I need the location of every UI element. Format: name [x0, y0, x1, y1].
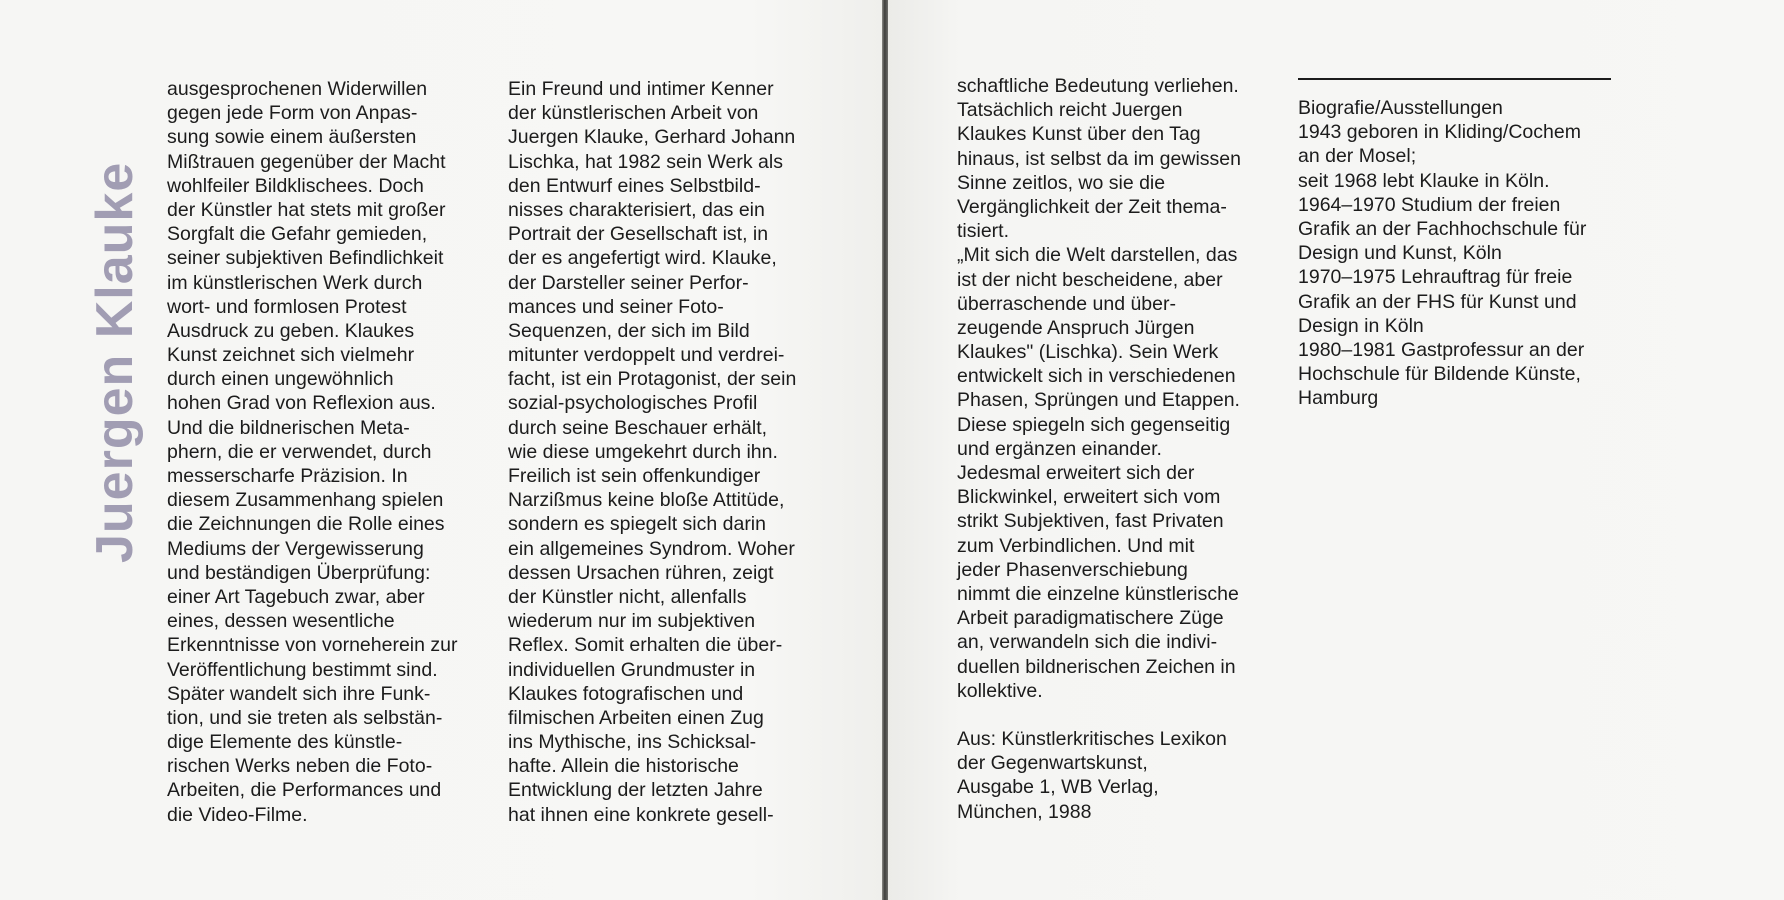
text-line: entwickelt sich in verschiedenen [957, 365, 1236, 388]
text-line: Hamburg [1298, 387, 1379, 410]
text-line: Jedesmal erweitert sich der [957, 462, 1195, 484]
text-line: nimmt die einzelne künstlerische [957, 582, 1239, 605]
text-line: Biografie/Ausstellungen [1298, 97, 1503, 119]
text-line: schaftliche Bedeutung verliehen. [957, 75, 1239, 97]
paragraph-gap [957, 703, 1241, 727]
text-line: Arbeit paradigmatischere Züge [957, 607, 1224, 630]
text-line: mitunter verdoppelt und verdrei- [508, 344, 785, 367]
text-line: Vergänglichkeit der Zeit thema- [957, 195, 1227, 218]
text-line: sozial-psychologisches Profil [508, 392, 758, 415]
text-line: der Künstler hat stets mit großer [167, 198, 446, 221]
text-line: Mißtrauen gegenüber der Macht [167, 150, 446, 173]
text-line: zum Verbindlichen. Und mit [957, 534, 1195, 557]
text-line: jeder Phasenverschiebung [957, 558, 1188, 581]
text-line: Klaukes" (Lischka). Sein Werk [957, 341, 1219, 364]
text-line: zeugende Anspruch Jürgen [957, 316, 1195, 339]
text-line: rischen Werks neben die Foto- [167, 755, 433, 778]
text-line: den Entwurf eines Selbstbild- [508, 174, 761, 197]
text-line: und ergänzen einander. [957, 437, 1162, 460]
text-line: München, 1988 [957, 800, 1092, 823]
text-line: eines, dessen wesentliche [167, 610, 395, 633]
text-line: tisiert. [957, 220, 1010, 243]
text-line: Und die bildnerischen Meta- [167, 416, 410, 439]
text-line: Design und Kunst, Köln [1298, 242, 1502, 265]
text-line: Mediums der Vergewisserung [167, 537, 424, 560]
text-line: durch einen ungewöhnlich [167, 368, 394, 391]
text-line: Veröffentlichung bestimmt sind. [167, 658, 438, 681]
text-line: strikt Subjektiven, fast Privaten [957, 510, 1224, 533]
text-line: ist der nicht bescheidene, aber [957, 268, 1223, 291]
text-line: der Gegenwartskunst, [957, 752, 1148, 775]
text-line: mances und seiner Foto- [508, 295, 724, 318]
text-line: Ausdruck zu geben. Klaukes [167, 319, 415, 342]
text-line: kollektive. [957, 679, 1043, 702]
text-line: Arbeiten, die Performances und [167, 779, 442, 802]
text-line: ins Mythische, ins Schicksal- [508, 731, 757, 754]
text-line: der Darsteller seiner Perfor- [508, 271, 749, 294]
text-line: der Künstler nicht, allenfalls [508, 585, 747, 608]
source-citation [957, 727, 1241, 824]
text-line: 1943 geboren in Kliding/Cochem [1298, 121, 1581, 144]
text-line: Ausgabe 1, WB Verlag, [957, 776, 1159, 799]
text-line: seit 1968 lebt Klauke in Köln. [1298, 169, 1550, 192]
text-line: phern, die er verwendet, durch [167, 440, 432, 463]
text-line: Klaukes fotografischen und [508, 682, 744, 705]
text-line: Lischka, hat 1982 sein Werk als [508, 150, 783, 173]
text-column-3 [957, 74, 1241, 824]
text-line: ausgesprochenen Widerwillen [167, 78, 428, 100]
text-line: Narzißmus keine bloße Attitüde, [508, 489, 785, 512]
text-line: wort- und formlosen Protest [167, 295, 407, 318]
text-line: Juergen Klauke, Gerhard Johann [508, 126, 796, 149]
text-line: Portrait der Gesellschaft ist, in [508, 223, 769, 246]
text-line: gegen jede Form von Anpas- [167, 102, 418, 125]
text-line: Aus: Künstlerkritisches Lexikon [957, 728, 1227, 751]
text-line: duellen bildnerischen Zeichen in [957, 655, 1236, 678]
text-line: diesem Zusammenhang spielen [167, 489, 444, 512]
text-line: facht, ist ein Protagonist, der sein [508, 368, 797, 391]
text-line: Ein Freund und intimer Kenner [508, 78, 774, 100]
text-line: hat ihnen eine konkrete gesell- [508, 803, 774, 826]
text-line: wohlfeiler Bildklischees. Doch [167, 174, 424, 197]
text-line: Tatsächlich reicht Juergen [957, 99, 1183, 122]
text-line: individuellen Grundmuster in [508, 658, 756, 681]
essay-conclusion [957, 74, 1241, 703]
biography-column [1298, 96, 1586, 410]
text-line: hohen Grad von Reflexion aus. [167, 392, 436, 415]
text-line: der künstlerischen Arbeit von [508, 102, 759, 125]
text-line: Blickwinkel, erweitert sich vom [957, 486, 1221, 509]
text-column-2 [508, 77, 796, 827]
text-line: sondern es spiegelt sich darin [508, 513, 766, 536]
text-line: an, verwandeln sich die indivi- [957, 631, 1218, 654]
text-line: wiederum nur im subjektiven [508, 610, 756, 633]
text-line: Später wandelt sich ihre Funk- [167, 682, 431, 705]
text-line: die Zeichnungen die Rolle eines [167, 513, 445, 536]
text-line: Kunst zeichnet sich vielmehr [167, 344, 415, 367]
biography-rule-line [1298, 78, 1611, 80]
text-line: 1970–1975 Lehrauftrag für freie [1298, 266, 1573, 289]
text-line: Sinne zeitlos, wo sie die [957, 171, 1166, 194]
text-line: Reflex. Somit erhalten die über- [508, 634, 783, 657]
text-line: durch seine Beschauer erhält, [508, 416, 768, 439]
text-line: Diese spiegeln sich gegenseitig [957, 413, 1231, 436]
text-line: Sorgfalt die Gefahr gemieden, [167, 223, 428, 246]
text-line: Grafik an der Fachhochschule für [1298, 217, 1587, 240]
text-line: an der Mosel; [1298, 145, 1417, 168]
text-line: 1980–1981 Gastprofessur an der [1298, 338, 1585, 361]
text-line: Hochschule für Bildende Künste, [1298, 363, 1581, 386]
text-line: und beständigen Überprüfung: [167, 561, 431, 584]
text-line: Erkenntnisse von vorneherein zur [167, 634, 458, 657]
text-line: überraschende und über- [957, 292, 1176, 315]
text-line: wie diese umgekehrt durch ihn. [508, 440, 778, 463]
text-line: dessen Ursachen rühren, zeigt [508, 561, 774, 584]
text-line: filmischen Arbeiten einen Zug [508, 706, 764, 729]
text-line: Phasen, Sprüngen und Etappen. [957, 389, 1240, 412]
text-line: ein allgemeines Syndrom. Woher [508, 537, 795, 560]
text-line: „Mit sich die Welt darstellen, das [957, 244, 1238, 267]
text-line: Klaukes Kunst über den Tag [957, 123, 1201, 146]
text-line: Entwicklung der letzten Jahre [508, 779, 763, 802]
text-column-1 [167, 77, 458, 827]
text-line: Grafik an der FHS für Kunst und [1298, 290, 1577, 313]
text-line: Sequenzen, der sich im Bild [508, 319, 750, 342]
text-line: tion, und sie treten als selbstän- [167, 706, 443, 729]
text-line: sung sowie einem äußersten [167, 126, 417, 149]
text-line: Design in Köln [1298, 314, 1424, 337]
text-line: seiner subjektiven Befindlichkeit [167, 247, 444, 270]
text-line: messerscharfe Präzision. In [167, 465, 408, 487]
text-line: im künstlerischen Werk durch [167, 271, 423, 294]
text-line: hinaus, ist selbst da im gewissen [957, 147, 1241, 170]
text-line: einer Art Tagebuch zwar, aber [167, 585, 425, 608]
text-line: 1964–1970 Studium der freien [1298, 193, 1561, 216]
text-line: dige Elemente des künstle- [167, 731, 403, 754]
text-line: hafte. Allein die historische [508, 755, 739, 778]
text-line: die Video-Filme. [167, 803, 308, 826]
artist-name-vertical-title: Juergen Klauke [86, 161, 144, 563]
text-line: nisses charakterisiert, das ein [508, 198, 765, 221]
text-line: Freilich ist sein offenkundiger [508, 465, 761, 487]
text-line: der es angefertigt wird. Klauke, [508, 247, 777, 270]
